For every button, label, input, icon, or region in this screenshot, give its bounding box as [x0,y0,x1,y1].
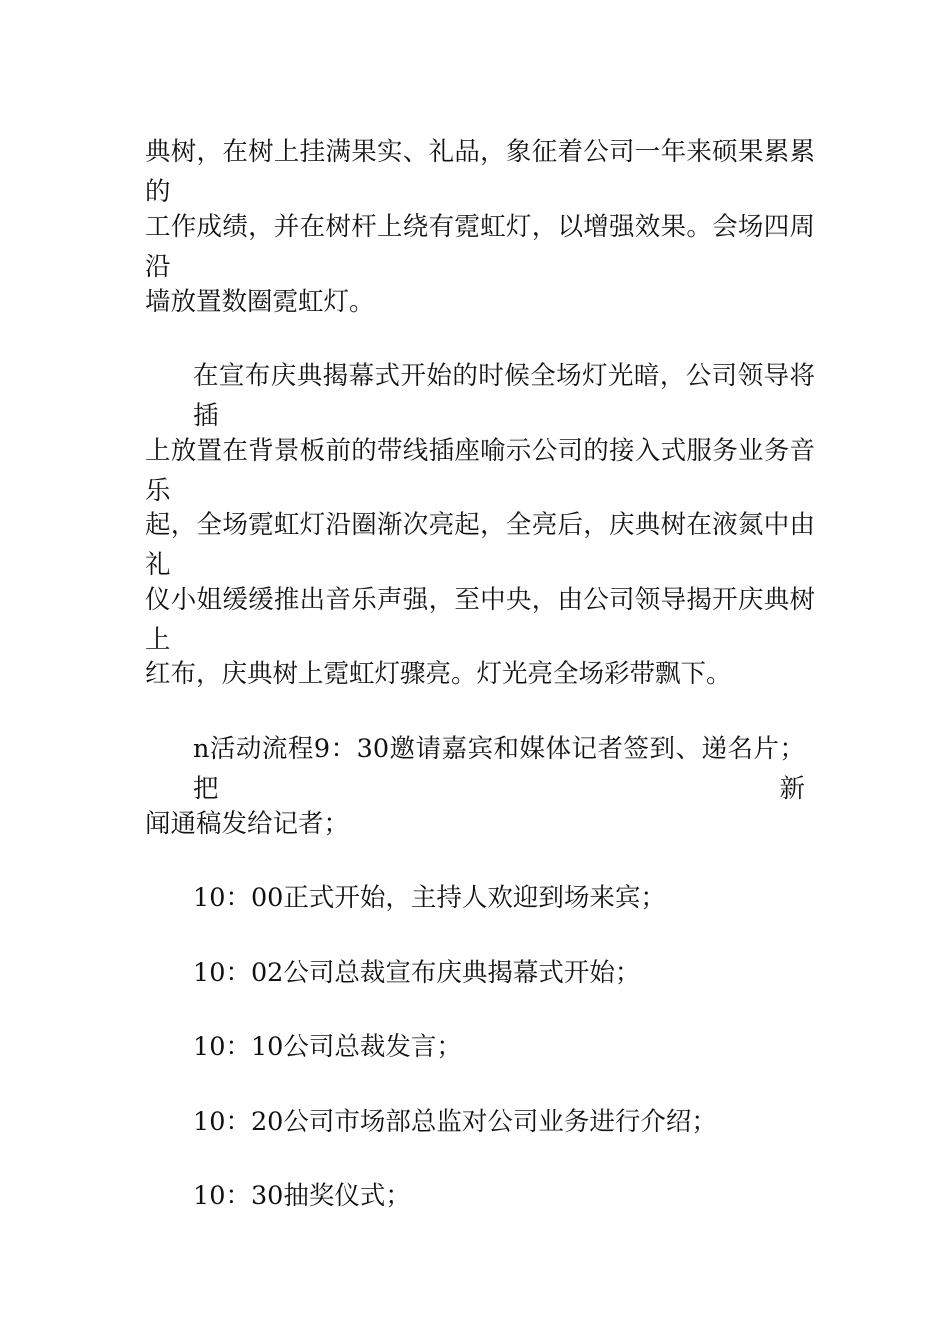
text-line: 墙放置数圈霓虹灯。 [145,287,375,317]
text-line: 仪小姐缓缓推出音乐声强，至中央，由公司领导揭开庆典树上 [145,585,815,655]
text-line: 在宣布庆典揭幕式开始的时候全场灯光暗，公司领导将插 [193,361,815,431]
schedule-item: 10：20公司市场部总监对公司业务进行介绍； [193,1107,717,1137]
text-line: n活动流程9：30邀请嘉宾和媒体记者签到、递名片；把新 [193,734,805,804]
text-line: 上放置在背景板前的带线插座喻示公司的接入式服务业务音乐 [145,436,815,506]
text-line: 红布，庆典树上霓虹灯骤亮。灯光亮全场彩带飘下。 [145,659,732,689]
schedule-item: 10：00正式开始，主持人欢迎到场来宾； [193,883,666,913]
schedule-item: 10：30抽奖仪式； [193,1181,411,1211]
text-line: 典树，在树上挂满果实、礼品，象征着公司一年来硕果累累的 [145,137,815,207]
text-line: 起，全场霓虹灯沿圈渐次亮起，全亮后，庆典树在液氮中由礼 [145,510,815,580]
schedule-item: 10：02公司总裁宣布庆典揭幕式开始； [193,958,641,988]
text-line: 工作成绩，并在树杆上绕有霓虹灯，以增强效果。会场四周沿 [145,212,815,282]
text-line: 闻通稿发给记者； [145,809,350,839]
schedule-item: 10：10公司总裁发言； [193,1032,462,1062]
